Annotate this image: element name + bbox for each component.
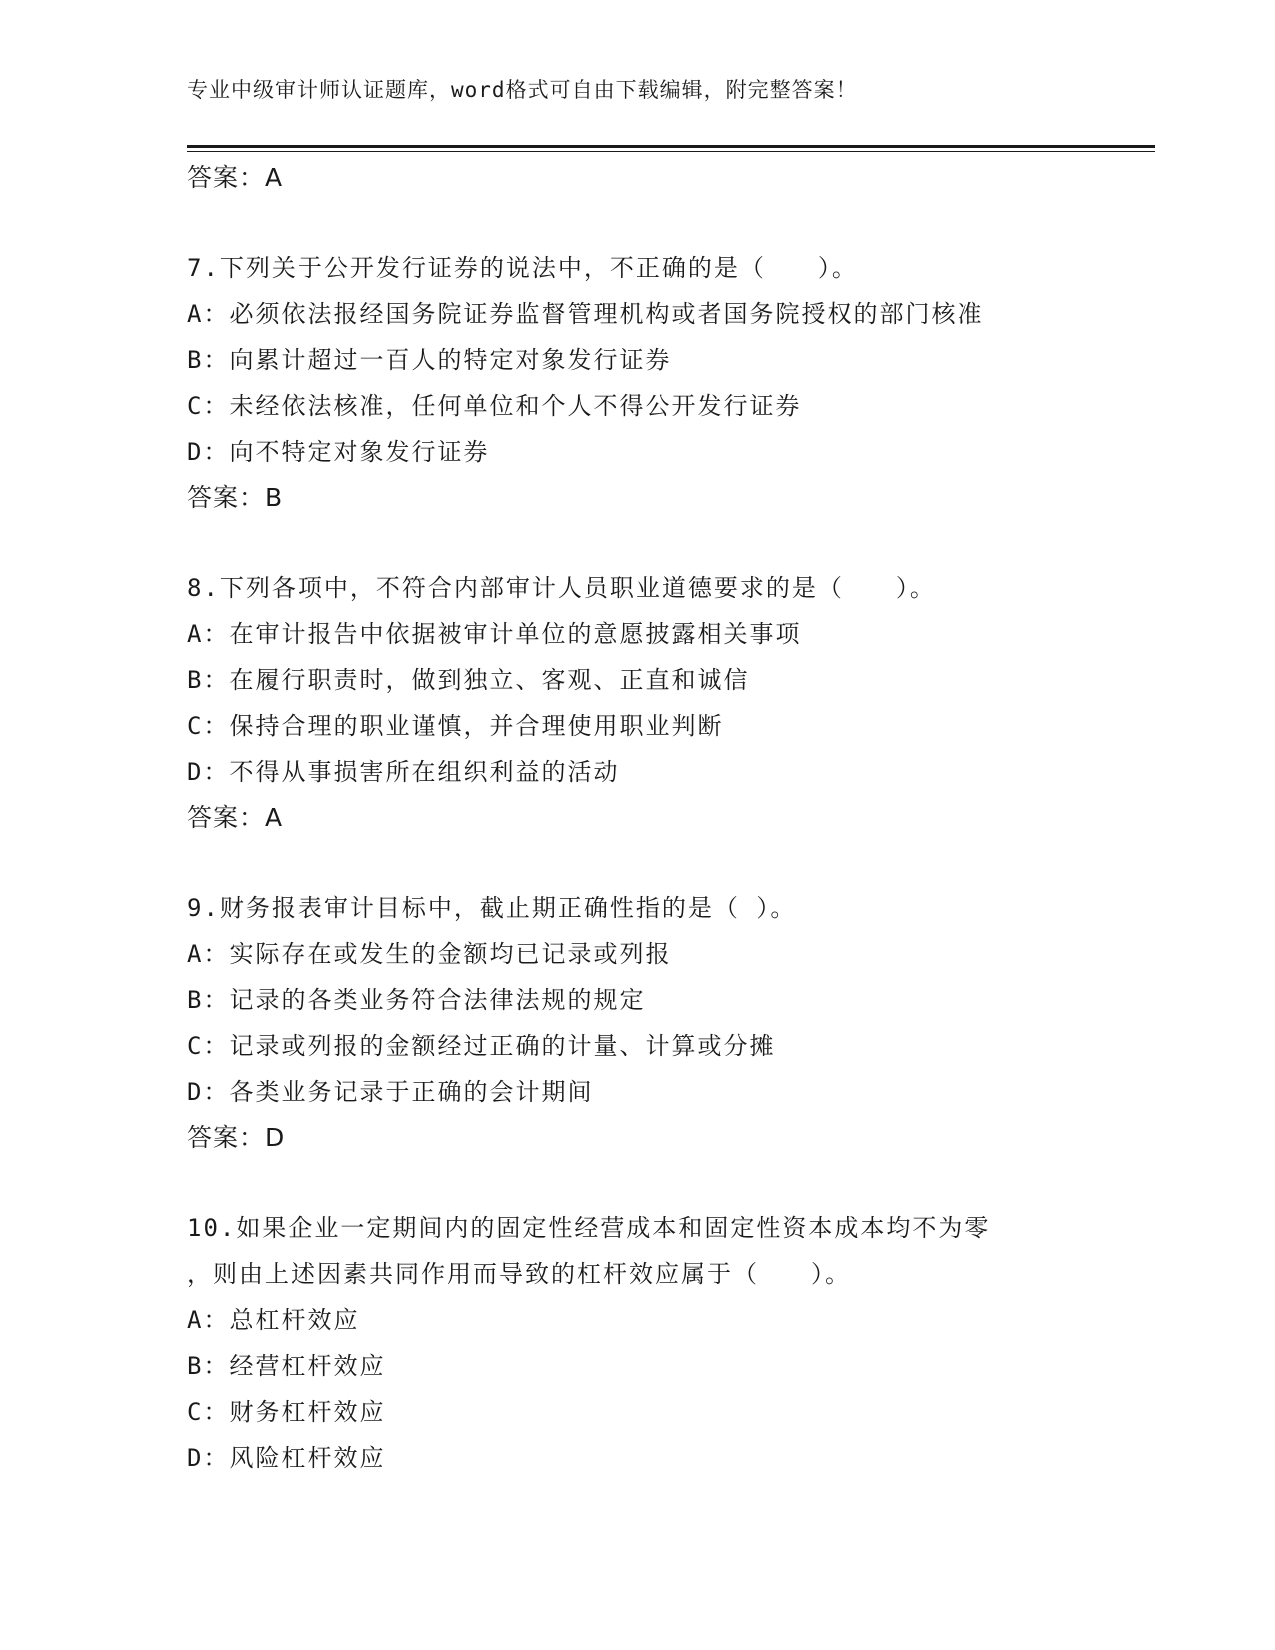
question-8 (187, 565, 1147, 841)
answer-line: 答案：D (187, 1123, 286, 1152)
header-rule-thick (187, 145, 1155, 148)
option-d: D：向不特定对象发行证券 (187, 438, 490, 466)
answer-line: 答案：A (187, 803, 284, 832)
option-b: B：在履行职责时，做到独立、客观、正直和诚信 (187, 666, 750, 694)
option-b: B：向累计超过一百人的特定对象发行证券 (187, 346, 672, 374)
question-9 (187, 885, 1147, 1161)
question-list (187, 155, 1147, 1481)
option-b: B：记录的各类业务符合法律法规的规定 (187, 986, 646, 1014)
question-stem: 10.如果企业一定期间内的固定性经营成本和固定性资本成本均不为零 (187, 1214, 991, 1242)
option-d: D：风险杠杆效应 (187, 1444, 386, 1472)
option-c: C：财务杠杆效应 (187, 1398, 386, 1426)
header-rule-thin (187, 151, 1155, 152)
option-a: A：必须依法报经国务院证券监督管理机构或者国务院授权的部门核准 (187, 300, 984, 328)
question-10 (187, 1205, 1147, 1481)
page-header: 专业中级审计师认证题库，word格式可自由下载编辑，附完整答案！ (187, 78, 858, 102)
answer-line: 答案：B (187, 483, 284, 512)
option-a: A：在审计报告中依据被审计单位的意愿披露相关事项 (187, 620, 802, 648)
option-c: C：未经依法核准，任何单位和个人不得公开发行证券 (187, 392, 802, 420)
question-stem: 7.下列关于公开发行证券的说法中，不正确的是（ ）。 (187, 254, 858, 282)
option-b: B：经营杠杆效应 (187, 1352, 386, 1380)
option-d: D：不得从事损害所在组织利益的活动 (187, 758, 620, 786)
option-a: A：实际存在或发生的金额均已记录或列报 (187, 940, 672, 968)
question-stem-continued: ，则由上述因素共同作用而导致的杠杆效应属于（ ）。 (187, 1260, 851, 1288)
answer-line: 答案：A (187, 163, 284, 192)
option-c: C：记录或列报的金额经过正确的计量、计算或分摊 (187, 1032, 776, 1060)
question-7 (187, 245, 1147, 521)
option-d: D：各类业务记录于正确的会计期间 (187, 1078, 594, 1106)
question-stem: 9.财务报表审计目标中，截止期正确性指的是（ ）。 (187, 894, 797, 922)
option-c: C：保持合理的职业谨慎，并合理使用职业判断 (187, 712, 724, 740)
option-a: A：总杠杆效应 (187, 1306, 360, 1334)
question-stem: 8.下列各项中，不符合内部审计人员职业道德要求的是（ ）。 (187, 574, 936, 602)
